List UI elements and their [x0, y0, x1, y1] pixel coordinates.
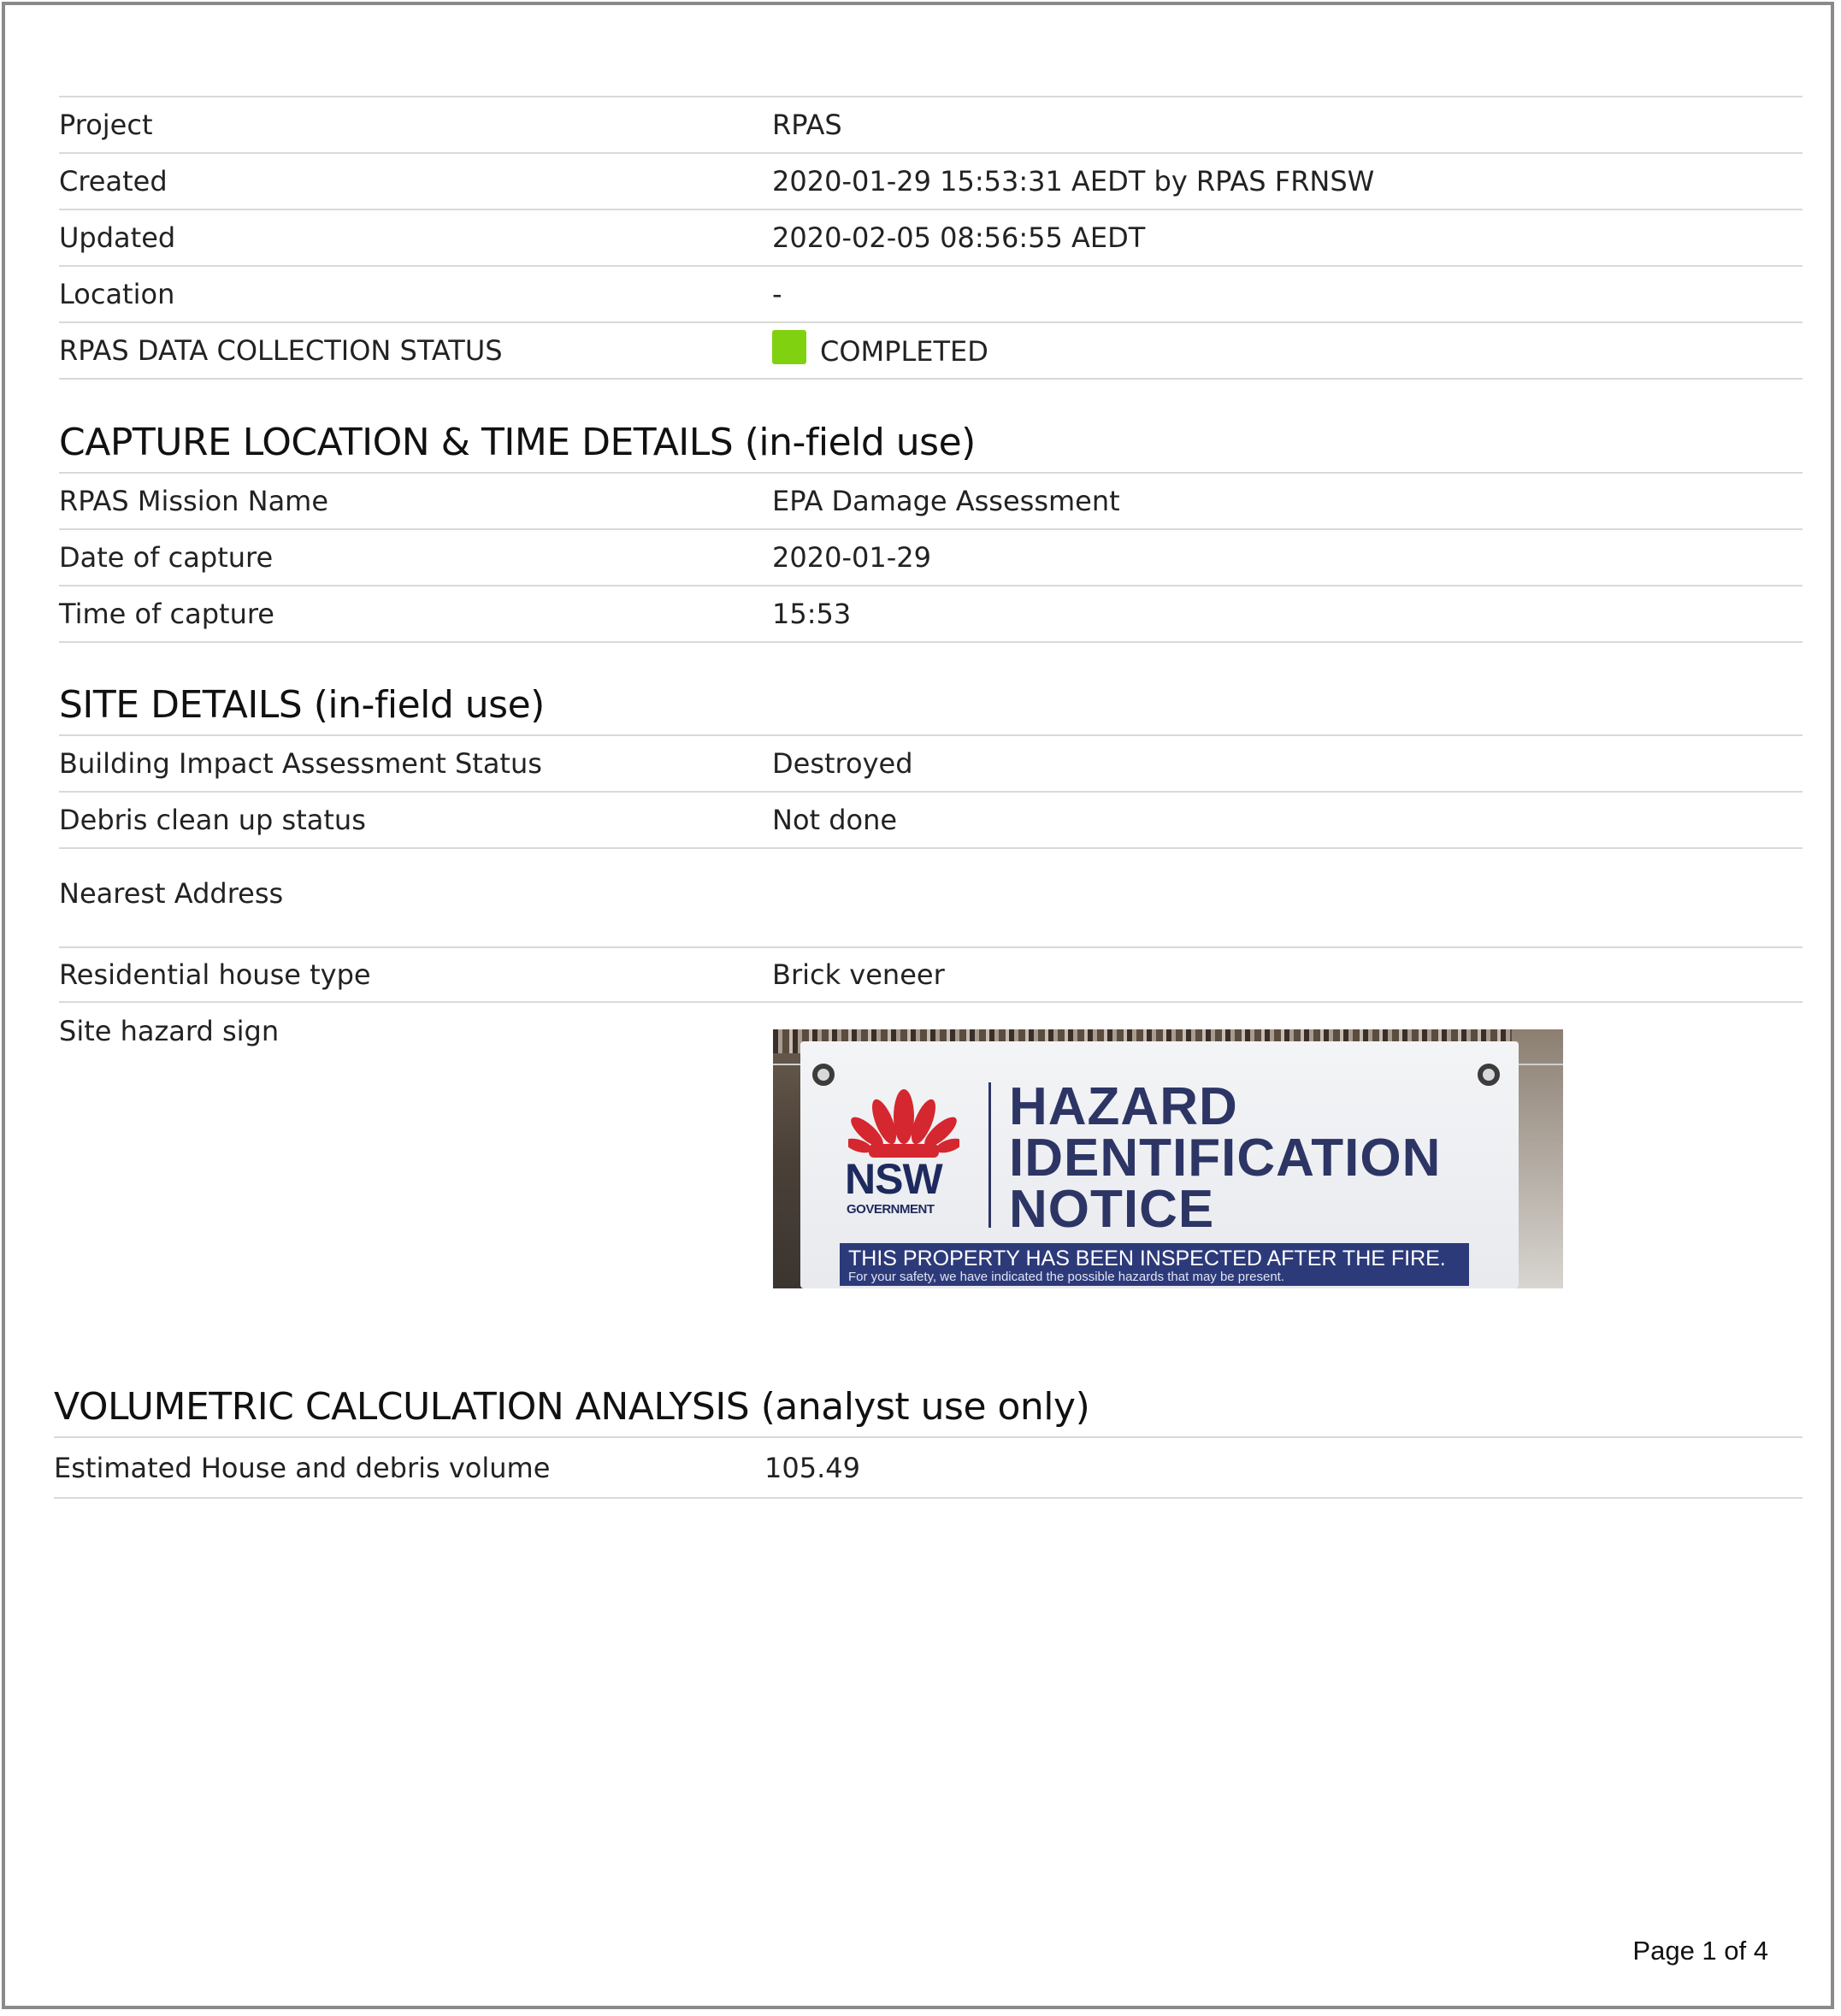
row-value: 2020-01-29 15:53:31 AEDT by RPAS FRNSW: [772, 165, 1375, 197]
row-value: Brick veneer: [772, 958, 945, 991]
row-value: 15:53: [772, 598, 852, 630]
row-value: RPAS: [772, 109, 842, 141]
row-value: EPA Damage Assessment: [772, 485, 1120, 517]
row-label: Created: [59, 165, 168, 197]
status-badge: [772, 333, 988, 368]
status-indicator-icon: [772, 330, 806, 364]
photo-background: [1512, 1029, 1563, 1288]
sign-banner-sub: For your safety, we have indicated the possible hazards that may be present.: [848, 1270, 1284, 1284]
grommet-icon: [1478, 1064, 1500, 1086]
row-label: Estimated House and debris volume: [54, 1451, 551, 1484]
hazard-sign: [800, 1041, 1519, 1288]
row-project: [59, 96, 1803, 152]
row-value: Not done: [772, 804, 898, 836]
page-number: Page 1 of 4: [1632, 1936, 1768, 1966]
sign-heading-line: IDENTIFICATION: [1009, 1129, 1442, 1188]
row-value: -: [772, 278, 782, 310]
row-value: 2020-02-05 08:56:55 AEDT: [772, 221, 1146, 254]
row-label: Date of capture: [59, 541, 274, 574]
row-label: Nearest Address: [59, 877, 284, 910]
row-created: [59, 152, 1803, 209]
nsw-logo-text: NSW: [845, 1155, 942, 1203]
row-label: Site hazard sign: [59, 1015, 280, 1047]
row-location: [59, 265, 1803, 321]
row-house-type: [59, 946, 1803, 1003]
row-building-impact-status: [59, 734, 1803, 791]
sign-divider: [988, 1082, 991, 1228]
sign-heading-line: NOTICE: [1009, 1180, 1215, 1239]
waratah-logo-icon: [848, 1084, 959, 1161]
row-debris-status: [59, 791, 1803, 847]
row-value: Destroyed: [772, 747, 913, 780]
section-title-volumetric: VOLUMETRIC CALCULATION ANALYSIS (analyst use only): [54, 1385, 1090, 1429]
row-label: Location: [59, 278, 175, 310]
row-label: RPAS Mission Name: [59, 485, 329, 517]
row-label: Residential house type: [59, 958, 371, 991]
row-value: 2020-01-29: [772, 541, 931, 574]
page-frame: [2, 2, 1834, 2009]
row-updated: [59, 209, 1803, 265]
grommet-icon: [812, 1064, 835, 1086]
row-mission-name: [59, 472, 1803, 528]
row-label: Debris clean up status: [59, 804, 366, 836]
sign-heading-line: HAZARD: [1009, 1077, 1238, 1136]
row-label: Time of capture: [59, 598, 274, 630]
row-label: Project: [59, 109, 153, 141]
sign-banner: [840, 1243, 1469, 1286]
row-estimated-volume: [54, 1436, 1803, 1499]
row-label: RPAS DATA COLLECTION STATUS: [59, 334, 503, 367]
hazard-sign-photo: [773, 1029, 1563, 1288]
row-label: Building Impact Assessment Status: [59, 747, 542, 780]
section-title-site: SITE DETAILS (in-field use): [59, 683, 545, 727]
row-data-collection-status: [59, 321, 1803, 380]
government-logo-text: GOVERNMENT: [847, 1202, 935, 1217]
row-time-of-capture: [59, 585, 1803, 643]
row-nearest-address: [59, 847, 1803, 946]
status-text: COMPLETED: [820, 335, 988, 368]
row-date-of-capture: [59, 528, 1803, 585]
sign-banner-main: THIS PROPERTY HAS BEEN INSPECTED AFTER THE FIRE.: [848, 1247, 1446, 1270]
row-value: 105.49: [764, 1451, 860, 1484]
section-title-capture: CAPTURE LOCATION & TIME DETAILS (in-field use): [59, 421, 976, 464]
row-label: Updated: [59, 221, 176, 254]
